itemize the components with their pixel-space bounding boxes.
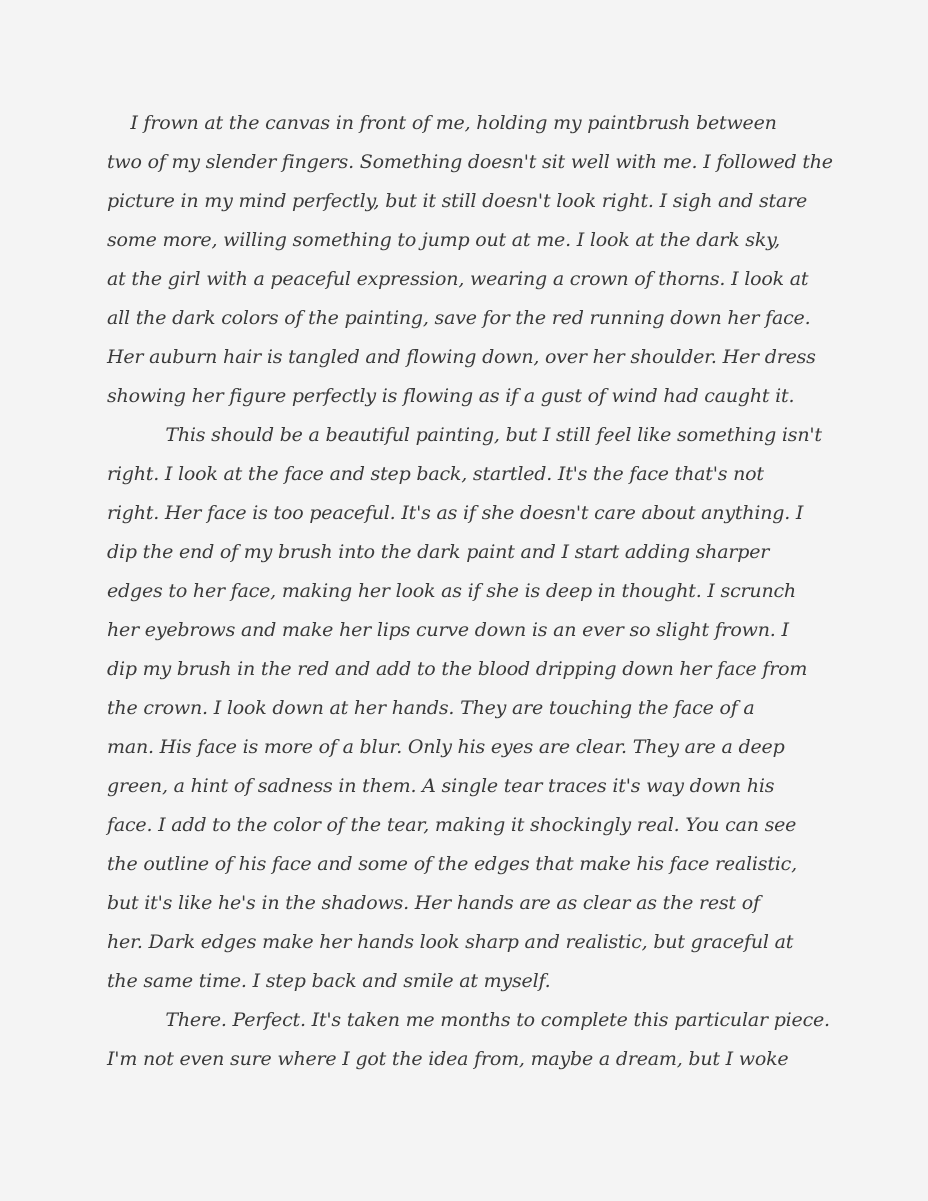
text-line: There. Perfect. It's taken me months to complete this particular piece.	[107, 1009, 830, 1031]
text-line: right. Her face is too peaceful. It's as if she doesn't care about anything. I	[107, 502, 804, 524]
text-line: the crown. I look down at her hands. They are touching the face of a	[107, 697, 755, 719]
text-line: man. His face is more of a blur. Only his eyes are clear. They are a deep	[107, 736, 785, 758]
text-line: face. I add to the color of the tear, making it shockingly real. You can see	[107, 814, 797, 836]
text-line: her. Dark edges make her hands look sharp and realistic, but graceful at	[107, 931, 794, 953]
text-line: all the dark colors of the painting, save for the red running down her face.	[107, 307, 811, 329]
text-line: This should be a beautiful painting, but I still feel like something isn't	[107, 424, 822, 446]
text-line: Her auburn hair is tangled and flowing down, over her shoulder. Her dress	[107, 346, 816, 368]
text-line: the same time. I step back and smile at myself.	[107, 970, 551, 992]
text-line: green, a hint of sadness in them. A single tear traces it's way down his	[107, 775, 775, 797]
text-line: I'm not even sure where I got the idea from, maybe a dream, but I woke	[107, 1048, 789, 1070]
text-line: her eyebrows and make her lips curve down is an ever so slight frown. I	[107, 619, 789, 641]
text-line: I frown at the canvas in front of me, holding my paintbrush between	[107, 112, 777, 134]
text-line: edges to her face, making her look as if she is deep in thought. I scrunch	[107, 580, 796, 602]
text-line: picture in my mind perfectly, but it still doesn't look right. I sigh and stare	[107, 190, 808, 212]
text-line: two of my slender fingers. Something doesn't sit well with me. I followed the	[107, 151, 833, 173]
handwritten-text-body	[107, 104, 833, 1079]
text-line: some more, willing something to jump out at me. I look at the dark sky,	[107, 229, 781, 251]
text-line: right. I look at the face and step back, startled. It's the face that's not	[107, 463, 764, 485]
text-line: dip my brush in the red and add to the blood dripping down her face from	[107, 658, 808, 680]
text-line: showing her figure perfectly is flowing as if a gust of wind had caught it.	[107, 385, 795, 407]
text-line: at the girl with a peaceful expression, wearing a crown of thorns. I look at	[107, 268, 809, 290]
text-line: but it's like he's in the shadows. Her hands are as clear as the rest of	[107, 892, 760, 914]
text-line: the outline of his face and some of the edges that make his face realistic,	[107, 853, 797, 875]
text-line: dip the end of my brush into the dark paint and I start adding sharper	[107, 541, 770, 563]
